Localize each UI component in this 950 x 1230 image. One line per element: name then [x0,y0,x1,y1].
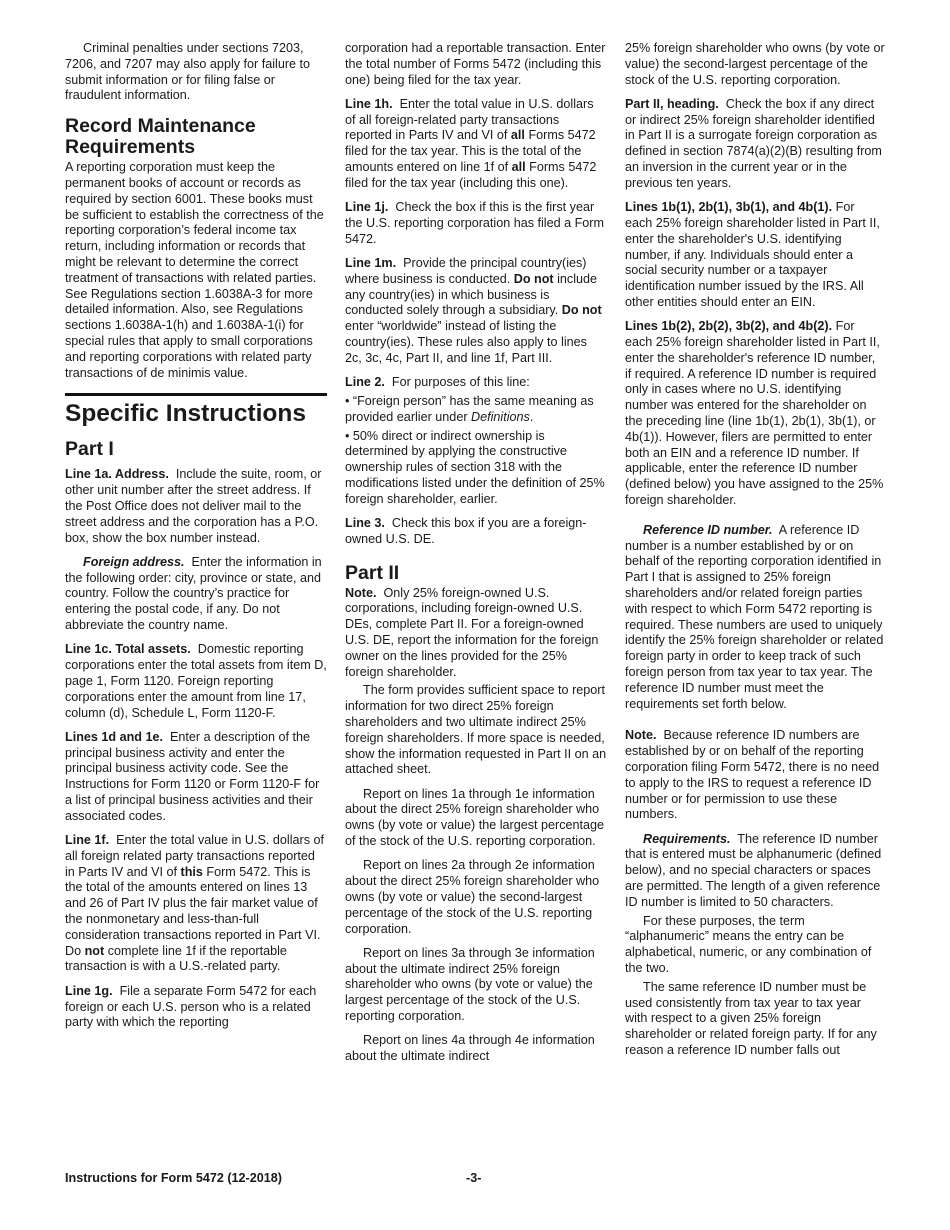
lines-b1-text: For each 25% foreign shareholder listed in Part II, enter the shareholder's U.S. identifying number, if any. Individuals should enter a social security number or a taxpayer identification number issued by the IRS. All other entities should enter an EIN. [625,200,880,309]
record-maintenance-paragraph: A reporting corporation must keep the permanent books of account or records as required by section 6001. These books must be sufficient to establish the correctness of the reporting corporation’s federal income tax return, including information or records that might be relevant to determine the correct treatment of transactions with related parties. See Regulations section 1.6038A-3 for more detailed information. Also, see Regulations sections 1.6038A-1(h) and 1.6038A-1(i) for special rules that apply to small corporations and reporting corporations with related party transactions of de minimis value. [65,160,324,380]
line-3-label: Line 3. [345,516,385,531]
column-3 [625,41,885,1067]
line-1f-text-b: Form 5472. This is the total of the amounts entered on lines 13 and 26 of Part IV plus the fair market value of the nonmonetary and less-than-full consideration transactions reported in Part VI. Do [65,864,321,958]
column-1 [65,41,327,1040]
line-1f-not: not [84,943,105,958]
lines-1d-1e-text: Enter a description of the principal business activity and enter the principal business activity code. See the Instructions for Form 1120 or Form 1120-F for a list of principal business activities and their associated codes. [65,729,320,823]
line-1g-label: Line 1g. [65,983,113,998]
line-1m-do-not-2: Do not [561,303,602,318]
line-1g-text: File a separate Form 5472 for each foreign or each U.S. person who is a related party with which the reporting [65,983,317,1030]
report-3a-paragraph: Report on lines 3a through 3e information about the ultimate indirect 25% foreign shareholder who owns (by vote or value) the largest percentage of the stock of the U.S. reporting corporation. [345,945,595,1024]
part-2-note-text: Only 25% foreign-owned U.S. corporations, including foreign-owned U.S. DEs, complete Part II. For a foreign-owned U.S. DE, report the information for the foreign owner on the lines provided for the 25% foreign shareholder. [345,585,599,679]
line-1h-text-a: Enter the total value in U.S. dollars of all foreign-related party transactions reported in Parts IV and VI of [345,96,594,143]
record-maintenance-heading: Record Maintenance Requirements [65,115,256,159]
line-2-label: Line 2. [345,375,385,390]
line-1h-text-c: Forms 5472 filed for the tax year (including this one). [345,160,597,190]
section-divider [65,393,327,396]
footer-form-title: Instructions for Form 5472 (12-2018) [65,1171,282,1185]
line-1g-paragraph [65,984,327,1031]
part-2-note-label: Note. [345,585,377,600]
reference-id-label: Reference ID number. [643,522,773,537]
line-1g-continued: corporation had a reportable transaction. Enter the total number of Forms 5472 (including this one) being filed for the tax year. [345,41,606,87]
line-1h-label: Line 1h. [345,96,393,111]
reference-id-note-paragraph [625,728,885,823]
lines-1d-1e-paragraph [65,730,327,825]
line-2-paragraph [345,375,607,391]
line-1a-paragraph [65,467,327,546]
sufficient-space-paragraph: The form provides sufficient space to report information for two direct 25% foreign shareholders and two ultimate indirect 25% foreign shareholders. If more space is needed, show the information requested in Part II on an attached sheet. [345,683,607,777]
alphanumeric-paragraph: For these purposes, the term “alphanumeric” means the entry can be alphabetical, numeric, or any combination of the two. [625,913,872,976]
same-reference-paragraph: The same reference ID number must be used consistently from tax year to tax year with respect to a given 25% foreign shareholder or related foreign party. If for any reason a reference ID number falls out [625,979,877,1058]
part-2-note-paragraph [345,586,607,681]
line-1f-label: Line 1f. [65,833,110,848]
lines-b2-paragraph [625,319,885,509]
reference-id-note-text: Because reference ID numbers are established by or on behalf of the reporting corporation filing Form 5472, there is no need to apply to the IRS to request a reference ID number or for permission to use these numbers. [625,728,880,822]
line-1h-all-1: all [510,128,525,143]
report-4a-paragraph: Report on lines 4a through 4e information about the ultimate indirect [345,1033,595,1064]
line-1c-text: Domestic reporting corporations enter the total assets from item D, page 1, Form 1120. Foreign reporting corporations enter the amount from line 17, column (d), Schedule L, Form 1120-F. [65,642,327,720]
line-1m-text-b: include any country(ies) in which business is conducted solely through a subsidiary. [345,271,598,318]
line-3-paragraph [345,516,607,548]
foreign-address-text: Enter the information in the following order: city, province or state, and country. Follow the country’s practice for entering the postal code, if any. Do not abbreviate the country name. [65,554,322,633]
line-1j-text: Check the box if this is the first year the U.S. reporting corporation has filed a Form 5472. [345,200,604,246]
line-1m-do-not-1: Do not [513,271,554,286]
footer-page-number: -3- [466,1171,482,1185]
line-1a-text: Include the suite, room, or other unit number after the street address. If the Post Office does not deliver mail to the street address and the corporation has a P.O. box, show the box number instead. [65,467,322,545]
criminal-penalties-paragraph: Criminal penalties under sections 7203, 7206, and 7207 may also apply for failure to submit information or for filing false or fraudulent information. [65,41,311,103]
line-1f-this: this [180,864,203,879]
requirements-label: Requirements. [643,831,731,846]
line-1m-text-c: enter “worldwide” instead of listing the country(ies). These rules also apply to lines 2c, 3c, 4c, Part II, and line 1f, Part III. [345,319,587,365]
lines-b1-paragraph [625,200,885,311]
column-2 [345,41,607,1073]
bullet-1-text: • “Foreign person” has the same meaning as provided earlier under [345,393,594,424]
line-1c-label: Line 1c. Total assets. [65,642,191,657]
lines-b2-text: For each 25% foreign shareholder listed in Part II, enter the shareholder's reference ID number, if required. A reference ID number is required only in cases where no U.S. identifying number was entered for the shareholder on the preceding line (line 1b(1), 2b(1), 3b(1), or 4b(1)). However, filers are permitted to enter both an EIN and a reference ID number. If applicable, enter the reference ID number (defined below) you have assigned to the 25% foreign shareholder. [625,319,884,508]
line-2-bullet-1: • “Foreign person” has the same meaning as provided earlier under Definitions. [345,393,594,424]
lines-1d-1e-label: Lines 1d and 1e. [65,729,163,744]
part-2-heading-paragraph [625,97,885,192]
line-2-text: For purposes of this line: [391,375,530,390]
report-1a-paragraph: Report on lines 1a through 1e information about the direct 25% foreign shareholder who owns (by vote or value) the largest percentage of the stock of the U.S. reporting corporation. [345,786,605,849]
line-1f-paragraph [65,833,327,975]
line-1a-label: Line 1a. Address. [65,467,169,482]
foreign-address-label: Foreign address. [83,554,185,569]
requirements-paragraph [625,832,885,911]
line-1j-paragraph [345,200,607,247]
part-1-heading: Part I [65,438,114,461]
foreign-address-paragraph [65,555,327,634]
line-2-bullet-2: • 50% direct or indirect ownership is determined by applying the constructive ownership rules of section 318 with the modifications listed under the definition of 25% foreign shareholder, earlier. [345,428,605,506]
report-4a-continued: 25% foreign shareholder who owns (by vote or value) the second-largest percentage of the stock of the U.S. reporting corporation. [625,41,885,87]
line-1h-text-b: Forms 5472 filed for the tax year. This is the total of the amounts entered on line 1f of [345,128,596,175]
reference-id-text: A reference ID number is a number established by or on behalf of the reporting corporation identified in Part I that is assigned to 25% foreign shareholders and/or related foreign parties with respect to which Form 5472 reporting is required. These numbers are used to uniquely identify the 25% foreign shareholder or related foreign party in order to keep track of such foreign person from tax year to tax year. The reference ID number must meet the requirements set forth below. [625,522,884,711]
line-1f-text-a: Enter the total value in U.S. dollars of all foreign related party transactions reported in Parts IV and VI of [65,833,325,879]
definitions-ref: Definitions [471,409,530,424]
report-2a-paragraph: Report on lines 2a through 2e information about the direct 25% foreign shareholder who owns (by vote or value) the second-largest percentage of the stock of the U.S. reporting corporation. [345,858,600,936]
line-1h-all-2: all [511,160,526,175]
part-2-heading: Part II [345,561,400,584]
line-1m-label: Line 1m. [345,256,397,271]
part-2-heading-label: Part II, heading. [625,96,719,111]
line-1m-paragraph [345,256,607,367]
specific-instructions-heading: Specific Instructions [65,400,306,428]
reference-id-paragraph [625,523,885,713]
part-2-heading-text: Check the box if any direct or indirect 25% foreign shareholder identified in Part II is a surrogate foreign corporation as defined in section 7874(a)(2)(B) resulting from an inversion in the current year or in the previous ten years. [625,96,882,190]
line-1f-text-c: complete line 1f if the reportable transaction is with a U.S.-related party. [65,943,287,974]
lines-b1-label: Lines 1b(1), 2b(1), 3b(1), and 4b(1). [625,200,833,215]
line-3-text: Check this box if you are a foreign-owned U.S. DE. [345,516,587,546]
line-1j-label: Line 1j. [345,200,389,215]
requirements-text: The reference ID number that is entered must be alphanumeric (defined below), and no special characters or spaces are permitted. The length of a given reference ID number is limited to 50 characters. [625,831,882,909]
lines-b2-label: Lines 1b(2), 2b(2), 3b(2), and 4b(2). [625,319,833,334]
line-1h-paragraph [345,97,607,192]
line-1c-paragraph [65,642,327,721]
reference-id-note-label: Note. [625,728,657,743]
line-1m-text-a: Provide the principal country(ies) where business is conducted. [345,256,587,286]
